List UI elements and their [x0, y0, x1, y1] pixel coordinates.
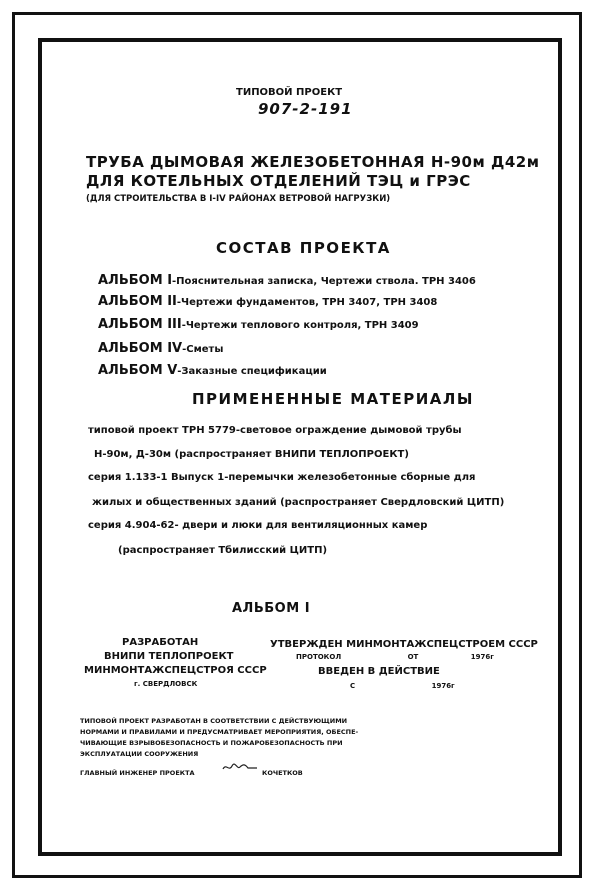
- album-4-name: АЛЬБОМ IV: [98, 341, 183, 356]
- title-line-3: (ДЛЯ СТРОИТЕЛЬСТВА В I-IV РАЙОНАХ ВЕТРОВОЙ НАГРУЗКИ): [86, 194, 391, 204]
- protocol-label: ПРОТОКОЛ: [296, 653, 342, 661]
- materials-line-5: серия 4.904-62- двери и люки для вентиляционных камер: [88, 520, 428, 531]
- developed-line-1: РАЗРАБОТАН: [122, 637, 199, 648]
- signature-mark: [222, 760, 258, 774]
- approved-protocol-row: [296, 654, 494, 661]
- approved-line-3: ВВЕДЕН В ДЕЙСТВИЕ: [318, 666, 440, 677]
- materials-heading: ПРИМЕНЕННЫЕ МАТЕРИАЛЫ: [192, 390, 474, 408]
- materials-line-2: Н-90м, Д-30м (распространяет ВНИПИ ТЕПЛОПРОЕКТ): [94, 449, 409, 460]
- footnote-line-3: ЧИВАЮЩИЕ ВЗРЫВОБЕЗОПАСНОСТЬ И ПОЖАРОБЕЗОПАСНОСТЬ ПРИ: [80, 739, 343, 747]
- album-5-text: -Заказные спецификации: [177, 366, 327, 377]
- from-label: ОТ: [407, 653, 419, 661]
- title-line-1: ТРУБА ДЫМОВАЯ ЖЕЛЕЗОБЕТОННАЯ Н-90м Д42м: [86, 153, 540, 171]
- album-mark: АЛЬБОМ I: [232, 601, 311, 616]
- materials-line-3: серия 1.133-1 Выпуск 1-перемычки железобетонные сборные для: [88, 472, 476, 483]
- album-2-row: [98, 295, 437, 308]
- album-1-text: -Пояснительная записка, Чертежи ствола. ТРН 3406: [172, 276, 476, 287]
- type-project-label: ТИПОВОЙ ПРОЕКТ: [236, 87, 343, 98]
- album-1-row: [98, 274, 476, 287]
- album-3-row: [98, 318, 419, 331]
- album-5-name: АЛЬБОМ V: [98, 363, 178, 378]
- album-5-row: [98, 364, 327, 377]
- approved-year-2: 1976г: [431, 682, 455, 690]
- composition-heading: СОСТАВ ПРОЕКТА: [216, 239, 391, 257]
- project-number: 907-2-191: [258, 100, 353, 118]
- approved-line-1: УТВЕРЖДЕН МИНМОНТАЖСПЕЦСТРОЕМ СССР: [270, 639, 538, 650]
- developed-line-4: г. СВЕРДЛОВСК: [134, 680, 198, 688]
- approved-year-1: 1976г: [470, 653, 494, 661]
- album-2-text: -Чертежи фундаментов, ТРН 3407, ТРН 3408: [176, 297, 438, 308]
- since-label: С: [350, 682, 356, 690]
- album-1-name: АЛЬБОМ I: [98, 273, 173, 288]
- materials-line-6: (распространяет Тбилисский ЦИТП): [118, 545, 328, 556]
- materials-line-1: типовой проект ТРН 5779-световое ограждение дымовой трубы: [88, 425, 462, 436]
- developed-line-3: МИНМОНТАЖСПЕЦСТРОЯ СССР: [84, 665, 267, 676]
- album-4-text: -Сметы: [182, 344, 224, 355]
- album-2-name: АЛЬБОМ II: [98, 294, 177, 309]
- footnote-line-1: ТИПОВОЙ ПРОЕКТ РАЗРАБОТАН В СООТВЕТСТВИИ С ДЕЙСТВУЮЩИМИ: [80, 717, 348, 725]
- materials-line-4: жилых и общественных зданий (распространяет Свердловский ЦИТП): [92, 497, 505, 508]
- album-4-row: [98, 342, 223, 355]
- approved-since-row: [350, 683, 455, 690]
- title-line-2: ДЛЯ КОТЕЛЬНЫХ ОТДЕЛЕНИЙ ТЭЦ и ГРЭС: [86, 172, 471, 190]
- footnote-line-4: ЭКСПЛУАТАЦИИ СООРУЖЕНИЯ: [80, 750, 199, 758]
- album-3-name: АЛЬБОМ III: [98, 317, 182, 332]
- engineer-name: КОЧЕТКОВ: [262, 769, 303, 777]
- developed-line-2: ВНИПИ ТЕПЛОПРОЕКТ: [104, 651, 234, 662]
- footnote-line-2: НОРМАМИ И ПРАВИЛАМИ И ПРЕДУСМАТРИВАЕТ МЕРОПРИЯТИЯ, ОБЕСПЕ-: [80, 728, 359, 736]
- engineer-label: ГЛАВНЫЙ ИНЖЕНЕР ПРОЕКТА: [80, 769, 195, 777]
- album-3-text: -Чертежи теплового контроля, ТРН 3409: [181, 320, 419, 331]
